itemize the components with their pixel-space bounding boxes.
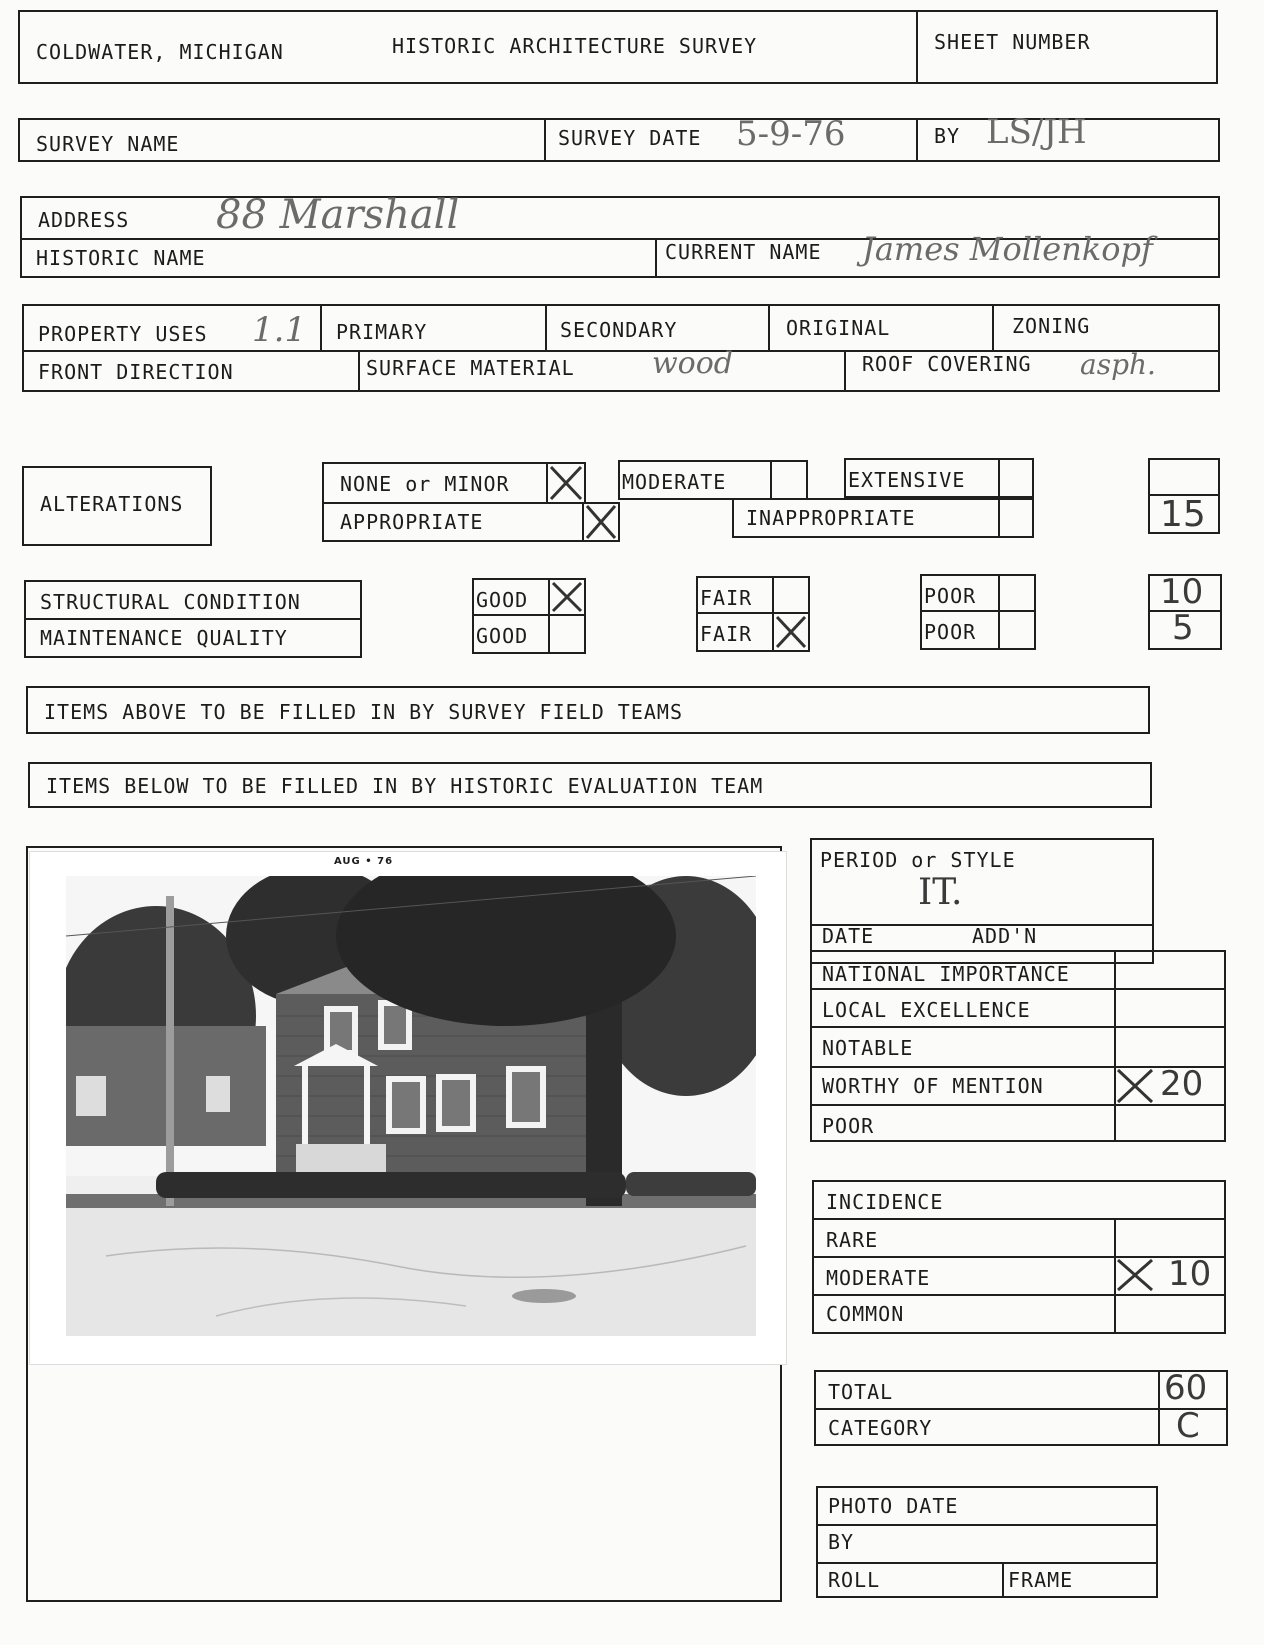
roll-label: ROLL (828, 1568, 881, 1592)
current-name-divider (655, 238, 657, 278)
none-minor-x-mark (548, 464, 584, 502)
note-above: ITEMS ABOVE TO BE FILLED IN BY SURVEY FIELD TEAMS (44, 700, 684, 724)
addn-label: ADD'N (972, 924, 1038, 948)
totals-vdiv (1158, 1370, 1160, 1446)
secondary-label: SECONDARY (560, 318, 678, 342)
form-title: HISTORIC ARCHITECTURE SURVEY (392, 34, 758, 58)
incidence-div-2 (812, 1256, 1226, 1258)
fair-maintenance-label: FAIR (700, 622, 753, 646)
totals-div (814, 1408, 1228, 1410)
current-name-value: James Mollenkopf (862, 230, 1153, 268)
property-vdiv-1 (320, 304, 322, 350)
good-structural-x-mark (550, 580, 584, 614)
property-divider (22, 350, 1220, 352)
moderate-label: MODERATE (622, 470, 727, 494)
maintenance-score: 5 (1172, 608, 1194, 648)
good-maintenance-label: GOOD (476, 624, 529, 648)
importance-div-4 (810, 1104, 1226, 1106)
property-vdiv-3 (768, 304, 770, 350)
moderate-check-div (770, 460, 772, 500)
none-minor-label: NONE or MINOR (340, 472, 510, 496)
fair-maintenance-x-mark (774, 614, 808, 650)
frame-label: FRAME (1008, 1568, 1074, 1592)
property-vdiv-2 (545, 304, 547, 350)
local-excellence-label: LOCAL EXCELLENCE (822, 998, 1031, 1022)
appropriate-x-mark (584, 503, 618, 541)
eval-poor-label: POOR (822, 1114, 875, 1138)
photo-info-div-1 (816, 1524, 1158, 1526)
poor-maintenance-label: POOR (924, 620, 977, 644)
notable-label: NOTABLE (822, 1036, 914, 1060)
survey-date-label: SURVEY DATE (558, 126, 702, 150)
appropriate-label: APPROPRIATE (340, 510, 484, 534)
alterations-label: ALTERATIONS (40, 492, 184, 516)
period-value: IT. (918, 872, 963, 913)
property-vdiv-4 (992, 304, 994, 350)
note-below: ITEMS BELOW TO BE FILLED IN BY HISTORIC EVALUATION TEAM (46, 774, 764, 798)
incidence-div-3 (812, 1294, 1226, 1296)
incidence-label: INCIDENCE (826, 1190, 944, 1214)
good-structural-label: GOOD (476, 588, 529, 612)
surface-material-value: wood (652, 346, 734, 381)
sheet-number-label: SHEET NUMBER (934, 30, 1091, 54)
category-value: C (1176, 1406, 1200, 1446)
survey-date-value: 5-9-76 (736, 114, 846, 154)
extensive-label: EXTENSIVE (848, 468, 966, 492)
survey-by-label: BY (934, 124, 961, 148)
property-vdiv-5 (358, 350, 360, 392)
extensive-check-div (998, 458, 1000, 498)
survey-by-value: LS/JH (986, 112, 1087, 152)
front-direction-label: FRONT DIRECTION (38, 360, 234, 384)
category-label: CATEGORY (828, 1416, 933, 1440)
importance-vdiv (1114, 950, 1116, 1142)
historic-name-label: HISTORIC NAME (36, 246, 206, 270)
total-label: TOTAL (828, 1380, 894, 1404)
zoning-label: ZONING (1012, 314, 1091, 338)
roof-covering-label: ROOF COVERING (862, 352, 1032, 376)
structural-condition-label: STRUCTURAL CONDITION (40, 590, 301, 614)
poor-div (920, 610, 1036, 612)
roof-covering-value: asph. (1080, 348, 1156, 381)
alterations-score: 15 (1160, 494, 1206, 535)
incidence-moderate-score: 10 (1168, 1254, 1212, 1294)
house-photo-image (66, 876, 756, 1336)
photo-stamp: AUG • 76 (334, 856, 394, 867)
worthy-score: 20 (1160, 1064, 1204, 1104)
poor-structural-label: POOR (924, 584, 977, 608)
structural-score: 10 (1160, 572, 1204, 612)
photo-info-div-2 (816, 1562, 1158, 1564)
total-value: 60 (1164, 1368, 1208, 1408)
photo-date-label: PHOTO DATE (828, 1494, 959, 1518)
property-vdiv-6 (844, 350, 846, 392)
current-name-label: CURRENT NAME (665, 240, 822, 264)
date-label: DATE (822, 924, 875, 948)
property-uses-value: 1.1 (252, 310, 307, 350)
inappropriate-check-div (998, 498, 1000, 538)
primary-label: PRIMARY (336, 320, 428, 344)
address-value: 88 Marshall (216, 192, 460, 238)
common-label: COMMON (826, 1302, 905, 1326)
importance-div-2 (810, 1026, 1226, 1028)
inappropriate-label: INAPPROPRIATE (746, 506, 916, 530)
survey-divider-2 (916, 118, 918, 162)
address-label: ADDRESS (38, 208, 130, 232)
maintenance-quality-label: MAINTENANCE QUALITY (40, 626, 288, 650)
city-label: COLDWATER, MICHIGAN (36, 40, 284, 64)
worthy-x-mark (1114, 1066, 1156, 1106)
property-uses-label: PROPERTY USES (38, 322, 208, 346)
surface-material-label: SURFACE MATERIAL (366, 356, 575, 380)
importance-div-1 (810, 988, 1226, 990)
original-label: ORIGINAL (786, 316, 891, 340)
poor-check-div (998, 574, 1000, 650)
photo-info-vdiv (1002, 1562, 1004, 1598)
worthy-label: WORTHY OF MENTION (822, 1074, 1044, 1098)
national-importance-label: NATIONAL IMPORTANCE (822, 962, 1070, 986)
period-label: PERIOD or STYLE (820, 848, 1016, 872)
header-divider (916, 10, 918, 84)
rare-label: RARE (826, 1228, 879, 1252)
survey-divider-1 (544, 118, 546, 162)
survey-name-label: SURVEY NAME (36, 132, 180, 156)
incidence-moderate-x-mark (1114, 1256, 1156, 1294)
incidence-div-1 (812, 1218, 1226, 1220)
good-div (472, 614, 586, 616)
photo-by-label: BY (828, 1530, 855, 1554)
condition-label-div (24, 618, 362, 620)
incidence-moderate-label: MODERATE (826, 1266, 931, 1290)
fair-structural-label: FAIR (700, 586, 753, 610)
building-photo (30, 852, 786, 1364)
